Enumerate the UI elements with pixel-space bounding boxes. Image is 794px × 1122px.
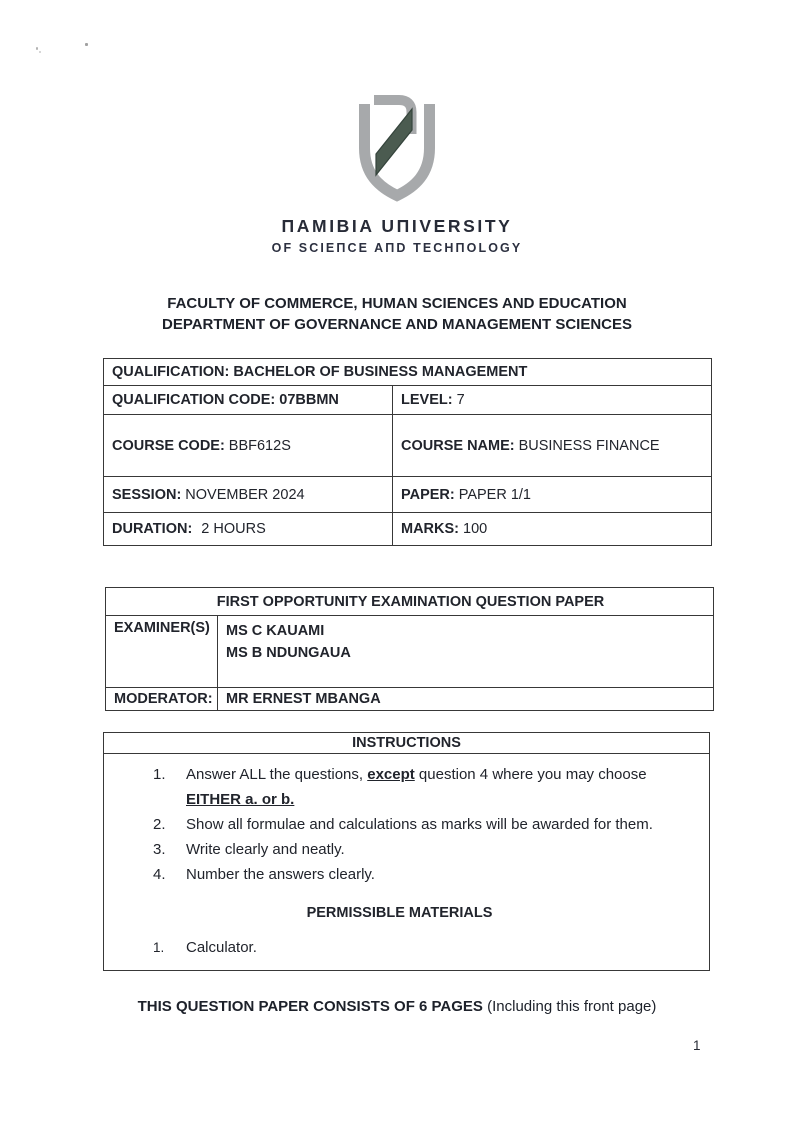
table-row-examiners — [106, 616, 714, 688]
session-cell — [104, 477, 393, 513]
table-row-duration-marks — [104, 513, 712, 546]
page-number: 1 — [693, 1038, 701, 1053]
university-logo — [0, 92, 794, 255]
paper-cell — [393, 477, 712, 513]
page-count-bold: THIS QUESTION PAPER CONSISTS OF 6 PAGES — [137, 998, 483, 1015]
course-details-table — [103, 358, 712, 546]
item-number: 1. — [153, 940, 165, 955]
item-text — [186, 762, 695, 812]
examiner-table — [105, 587, 714, 711]
instructions-title: INSTRUCTIONS — [104, 733, 709, 754]
examiners-names — [218, 616, 714, 688]
course-code-cell — [104, 415, 393, 477]
table-row-course — [104, 415, 712, 477]
qualification-label: QUALIFICATION: — [112, 364, 230, 380]
paper-label: PAPER: — [401, 486, 455, 503]
qualification-code-label: QUALIFICATION CODE: — [112, 392, 276, 408]
item1-emphasis-either: EITHER a. or b. — [186, 791, 295, 808]
item1-part1: Answer ALL the questions, — [186, 766, 368, 783]
moderator-label: MODERATOR: — [106, 688, 218, 711]
page-count-regular: (Including this front page) — [482, 998, 657, 1015]
item-number: 2. — [153, 816, 166, 833]
course-code-value: BBF612S — [228, 437, 291, 454]
paper-value: PAPER 1/1 — [458, 486, 531, 503]
qualification-cell — [104, 359, 712, 386]
duration-value: 2 HOURS — [201, 521, 266, 537]
qualification-value: BACHELOR OF BUSINESS MANAGEMENT — [233, 364, 528, 380]
item-text: Calculator. — [186, 939, 257, 956]
scan-speck — [36, 47, 38, 50]
scan-speck — [39, 51, 41, 53]
item-number: 1. — [153, 766, 166, 783]
instruction-item-3 — [104, 837, 695, 862]
level-value: 7 — [456, 392, 465, 408]
item-number: 3. — [153, 841, 166, 858]
course-name-value: BUSINESS FINANCE — [518, 437, 660, 454]
table-row-session-paper — [104, 477, 712, 513]
instructions-box — [103, 732, 710, 971]
material-item-1 — [104, 935, 695, 960]
item-text: Write clearly and neatly. — [186, 841, 345, 858]
department-line: DEPARTMENT OF GOVERNANCE AND MANAGEMENT SCIENCES — [161, 316, 633, 333]
level-label: LEVEL: — [401, 392, 453, 408]
course-name-cell — [393, 415, 712, 477]
marks-cell — [393, 513, 712, 546]
faculty-heading — [0, 293, 794, 335]
university-wordmark-line2: OF SCIEΠCE AΠD TECHΠOLOGY — [271, 241, 523, 255]
session-label: SESSION: — [112, 486, 182, 503]
item-text: Show all formulae and calculations as marks will be awarded for them. — [186, 816, 653, 833]
table-row-exam-title — [106, 588, 714, 616]
faculty-line: FACULTY OF COMMERCE, HUMAN SCIENCES AND EDUCATION — [167, 295, 627, 312]
instruction-item-4 — [104, 862, 695, 887]
item1-part2: question 4 where you may choose — [414, 766, 647, 783]
instruction-item-2 — [104, 812, 695, 837]
exam-paper-title: FIRST OPPORTUNITY EXAMINATION QUESTION PAPER — [106, 588, 714, 616]
level-cell — [393, 386, 712, 415]
item1-emphasis-except: except — [367, 766, 415, 783]
permissible-materials-title: PERMISSIBLE MATERIALS — [306, 905, 493, 921]
university-wordmark-line1: ΠAMIBIA UΠIVERSITY — [281, 216, 513, 236]
qualification-code-cell — [104, 386, 393, 415]
nust-shield-icon — [353, 92, 441, 206]
table-row-code-level — [104, 386, 712, 415]
instruction-item-1 — [104, 762, 695, 812]
duration-cell — [104, 513, 393, 546]
course-name-label: COURSE NAME: — [401, 437, 515, 454]
duration-label: DURATION: — [112, 521, 193, 537]
course-code-label: COURSE CODE: — [112, 437, 225, 454]
examiner-name: MS B NDUNGAUA — [226, 645, 351, 661]
table-row-moderator — [106, 688, 714, 711]
scan-speck — [85, 43, 88, 46]
moderator-name: MR ERNEST MBANGA — [218, 688, 714, 711]
marks-value: 100 — [463, 521, 488, 537]
instructions-body — [104, 754, 709, 970]
item-text: Number the answers clearly. — [186, 866, 375, 883]
qualification-code-value: 07BBMN — [279, 392, 339, 408]
page-count-note — [0, 998, 794, 1015]
marks-label: MARKS: — [401, 521, 459, 537]
session-value: NOVEMBER 2024 — [185, 486, 305, 503]
table-row-qualification — [104, 359, 712, 386]
item-number: 4. — [153, 866, 166, 883]
examiner-name: MS C KAUAMI — [226, 623, 325, 639]
examiners-label: EXAMINER(S) — [106, 616, 218, 688]
